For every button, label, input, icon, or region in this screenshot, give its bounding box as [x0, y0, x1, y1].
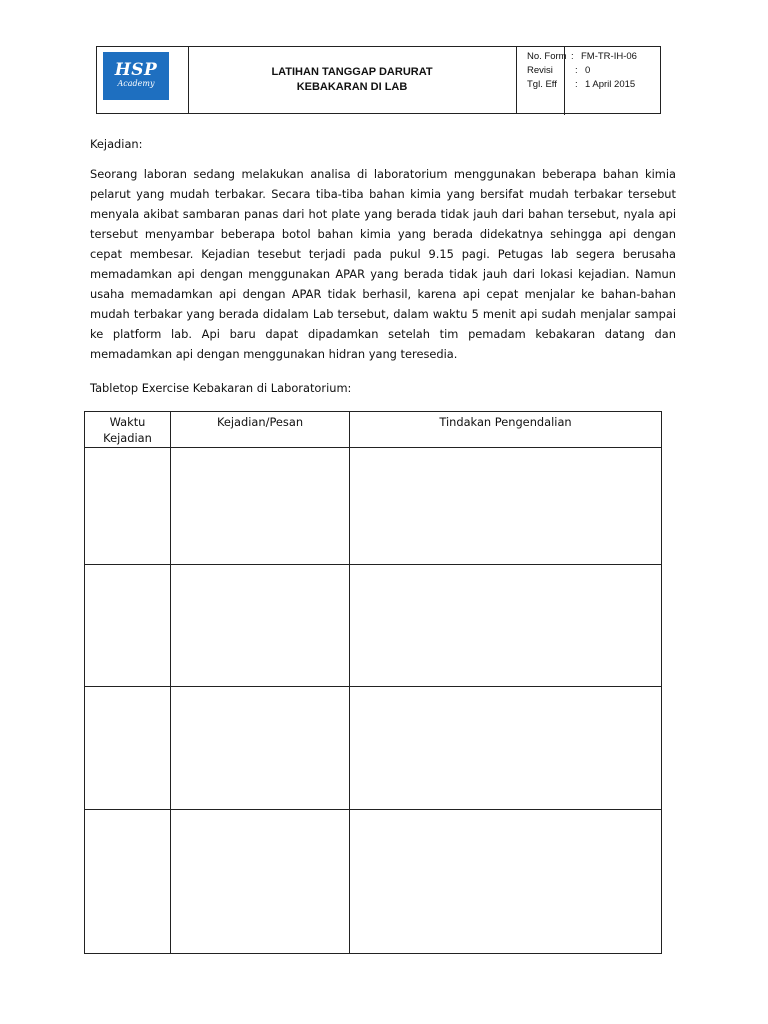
table-cell[interactable] [350, 687, 662, 810]
meta-value: 0 [585, 65, 591, 76]
incident-paragraph: Seorang laboran sedang melakukan analisa di laboratorium menggunakan beberapa bahan kimia pelarut yang mudah terbakar. Secara tiba-tiba bahan kimia yang bersifat mudah terbakar tersebut menyala akibat sambaran panas dari hot plate yang berada tidak jauh dari bahan tersebut, nyala api tersebut menyambar beberapa botol bahan kimia yang berada didekatnya sehingga api dengan cepat membesar. Kejadian tesebut terjadi pada pukul 9.15 pagi. Petugas lab segera berusaha memadamkan api dengan menggunakan APAR yang berada tidak jauh dari lokasi kejadian. Namun usaha memadamkan api dengan APAR tidak berhasil, karena api cepat menjalar ke bahan-bahan mudah terbakar yang berada didalam Lab tersebut, dalam waktu 5 menit api sudah menjalar sampai ke platform lab. Api baru dapat dipadamkan setelah tim pemadam kebakaran datang dan memadamkan api dengan menggunakan hidran yang teresedia. [90, 167, 676, 361]
table-cell[interactable] [85, 565, 171, 687]
meta-label: No. Form [527, 51, 567, 62]
table-row [85, 565, 662, 687]
document-title [188, 47, 517, 113]
meta-value: FM-TR-IH-06 [581, 51, 637, 62]
tabletop-table [84, 411, 662, 954]
table-cell[interactable] [85, 448, 171, 565]
meta-label: Tgl. Eff [527, 79, 557, 90]
title-line-2: KEBAKARAN DI LAB [296, 81, 408, 93]
table-row [85, 448, 662, 565]
meta-row-revisi: Revisi : 0 [527, 65, 591, 76]
logo-sub-text: Academy [117, 79, 155, 88]
hsp-academy-logo [103, 52, 169, 100]
table-cell[interactable] [350, 565, 662, 687]
logo-main-text: HSP [114, 60, 158, 80]
column-header-waktu: Waktu Kejadian [85, 412, 171, 448]
meta-row-tgl-eff: Tgl. Eff : 1 April 2015 [527, 79, 636, 90]
table-cell[interactable] [171, 687, 350, 810]
table-cell[interactable] [85, 810, 171, 954]
kejadian-heading: Kejadian: [90, 137, 143, 151]
tabletop-heading: Tabletop Exercise Kebakaran di Laboratorium: [90, 381, 352, 395]
column-header-kejadian-pesan: Kejadian/Pesan [171, 412, 350, 448]
form-meta [517, 47, 661, 113]
title-line-1: LATIHAN TANGGAP DARURAT [271, 66, 433, 78]
table-cell[interactable] [85, 687, 171, 810]
table-cell[interactable] [171, 565, 350, 687]
column-header-tindakan: Tindakan Pengendalian [350, 412, 662, 448]
table-cell[interactable] [350, 810, 662, 954]
meta-value: 1 April 2015 [585, 79, 636, 90]
table-header-row [85, 412, 662, 448]
table-row [85, 810, 662, 954]
table-cell[interactable] [350, 448, 662, 565]
meta-row-form: No. Form : FM-TR-IH-06 [527, 51, 637, 62]
table-cell[interactable] [171, 448, 350, 565]
table-cell[interactable] [171, 810, 350, 954]
meta-label: Revisi [527, 65, 553, 76]
table-row [85, 687, 662, 810]
logo-cell [97, 47, 189, 113]
document-header [96, 46, 661, 114]
